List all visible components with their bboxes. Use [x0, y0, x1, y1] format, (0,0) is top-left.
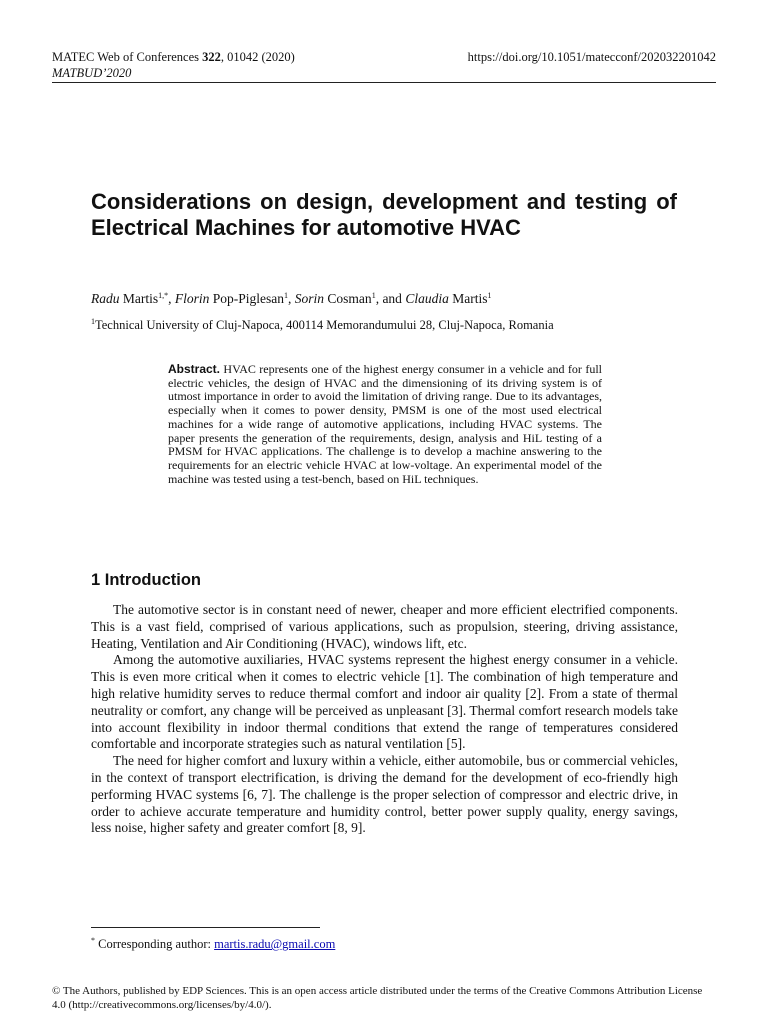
footnote: * Corresponding author: martis.radu@gmail.com: [91, 936, 336, 951]
doi-link[interactable]: https://doi.org/10.1051/matecconf/202032201042: [467, 50, 716, 64]
paragraph: The automotive sector is in constant need of newer, cheaper and more efficient electrified components. This is a vast field, comprised of various applications, such as propulsion, steering, driving assistance, Heating, Ventilation and Air Conditioning (HVAC), windows lift, etc.: [91, 602, 678, 651]
affiliation: $^1$Technical University of Cluj-Napoca, 400114 Memorandumului 28, Cluj-Napoca, Romania: [91, 317, 554, 332]
article-info: , 01042 (2020): [220, 50, 295, 64]
paragraph: The need for higher comfort and luxury within a vehicle, either automobile, bus or commercial vehicles, in the context of transport electrification, is driving the demand for the development of eco-friendly high performing HVAC systems [6, 7]. The challenge is the proper selection of compressor and electric drive, in order to achieve accurate temperature and humidity control, better power supply quality, energy savings, less noise, higher safety and greater comfort [8, 9].: [91, 753, 678, 836]
paper-title: Considerations on design, development and testing of Electrical Machines for automotive HVAC: [91, 189, 677, 240]
author-1: Radu Martis$^{1,*}$,: [91, 291, 175, 306]
author-2: Florin Pop-Piglesan$^1$,: [174, 291, 295, 306]
section-heading: 1 Introduction: [91, 571, 201, 589]
journal-volume: 322: [202, 50, 221, 64]
journal-name: MATEC Web of Conferences: [52, 50, 203, 64]
author-list: [91, 290, 491, 308]
author-3: Sorin Cosman$^1$, and: [294, 291, 406, 306]
author-4: Claudia Martis$^1$: [405, 291, 492, 306]
license-notice: © The Authors, published by EDP Sciences. This is an open access article distributed under the terms of the Creative Commons Attribution License 4.0 (http://creativecommons.org/licenses/by/4.0/).: [52, 985, 703, 1011]
corresponding-email-link[interactable]: martis.radu@gmail.com: [214, 937, 336, 951]
header-divider: [52, 82, 716, 83]
section-body: [91, 602, 678, 837]
conference-name: MATBUD’2020: [52, 66, 132, 80]
journal-citation: [52, 49, 295, 65]
abstract-label: Abstract.: [168, 362, 221, 376]
abstract: [168, 363, 602, 486]
paragraph: Among the automotive auxiliaries, HVAC systems represent the highest energy consumer in a vehicle. This is even more critical when it comes to electric vehicle [1]. The combination of high temperature and high relative humidity serves to reduce thermal comfort and indoor air quality [2]. From a state of thermal neutrality or comfort, any change will be perceived as unpleasant [3]. Thermal comfort research models take into account flexibility in indoor thermal conditions that extend the range of temperatures considered comfortable and incorporate strategies such as natural ventilation [5].: [91, 652, 678, 752]
footnote-divider: [91, 927, 320, 928]
abstract-text: HVAC represents one of the highest energy consumer in a vehicle and for full electric vehicles, the design of HVAC and the dimensioning of its driving system is of utmost importance in order to avoid the limitation of driving range. Due to its advantages, especially when it comes to power density, PMSM is one of the most used electrical machines for a wide range of automotive applications, including HVAC systems. The paper presents the generation of the requirements, design, analysis and HiL testing of a PMSM for HVAC applications. The challenge is to develop a machine answering to the requirements for an electric vehicle HVAC at low-voltage. An experimental model of the machine was tested using a test-bench, based on HiL techniques.: [168, 362, 602, 486]
